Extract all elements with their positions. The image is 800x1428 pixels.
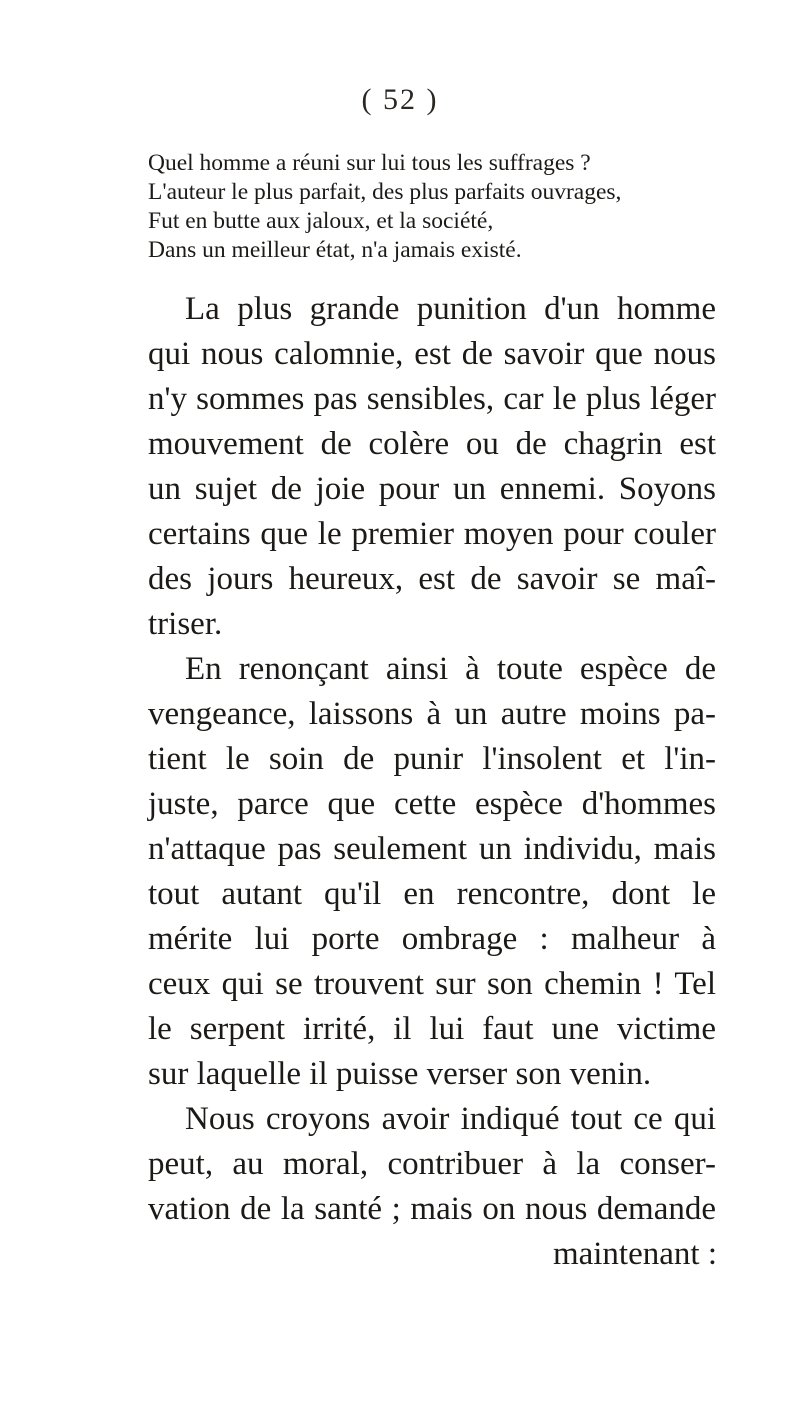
paragraph-line: un sujet de joie pour un ennemi. Soyons: [148, 471, 716, 507]
paragraph-line: vation de la santé ; mais on nous demande: [148, 1191, 716, 1227]
verse-line: L'auteur le plus parfait, des plus parfaits ouvrages,: [148, 179, 622, 205]
verse-line: Dans un meilleur état, n'a jamais existé.: [148, 237, 522, 263]
paragraph-line: le serpent irrité, il lui faut une victime: [148, 1011, 716, 1047]
verse-line: Quel homme a réuni sur lui tous les suffrages ?: [148, 150, 591, 176]
paragraph-line: juste, parce que cette espèce d'hommes: [148, 786, 716, 822]
paragraph-line: Nous croyons avoir indiqué tout ce qui: [185, 1101, 716, 1137]
page-number: ( 52 ): [361, 83, 439, 116]
paragraph-line: ceux qui se trouvent sur son chemin ! Tel: [148, 966, 716, 1002]
paragraph-line: vengeance, laissons à un autre moins pa-: [148, 696, 716, 732]
paragraph-line: La plus grande punition d'un homme: [185, 291, 716, 327]
paragraph-line: certains que le premier moyen pour couler: [148, 516, 716, 552]
paragraph-line: tout autant qu'il en rencontre, dont le: [148, 876, 716, 912]
paragraph-line: des jours heureux, est de savoir se maî-: [148, 561, 716, 597]
paragraph-line: mérite lui porte ombrage : malheur à: [148, 921, 716, 957]
paragraph-line: sur laquelle il puisse verser son venin.: [148, 1056, 652, 1092]
paragraph-line: qui nous calomnie, est de savoir que nous: [148, 336, 716, 372]
verse-line: Fut en butte aux jaloux, et la société,: [148, 208, 494, 234]
paragraph-line: mouvement de colère ou de chagrin est: [148, 426, 716, 462]
paragraph-line: maintenant :: [552, 1236, 717, 1272]
paragraph-line: tient le soin de punir l'insolent et l'in-: [148, 741, 716, 777]
paragraph-line: En renonçant ainsi à toute espèce de: [185, 651, 716, 687]
paragraph-line: triser.: [148, 606, 223, 642]
paragraph-line: peut, au moral, contribuer à la conser-: [148, 1146, 716, 1182]
paragraph-line: n'y sommes pas sensibles, car le plus léger: [148, 381, 716, 417]
paragraph-line: n'attaque pas seulement un individu, mais: [148, 831, 716, 867]
